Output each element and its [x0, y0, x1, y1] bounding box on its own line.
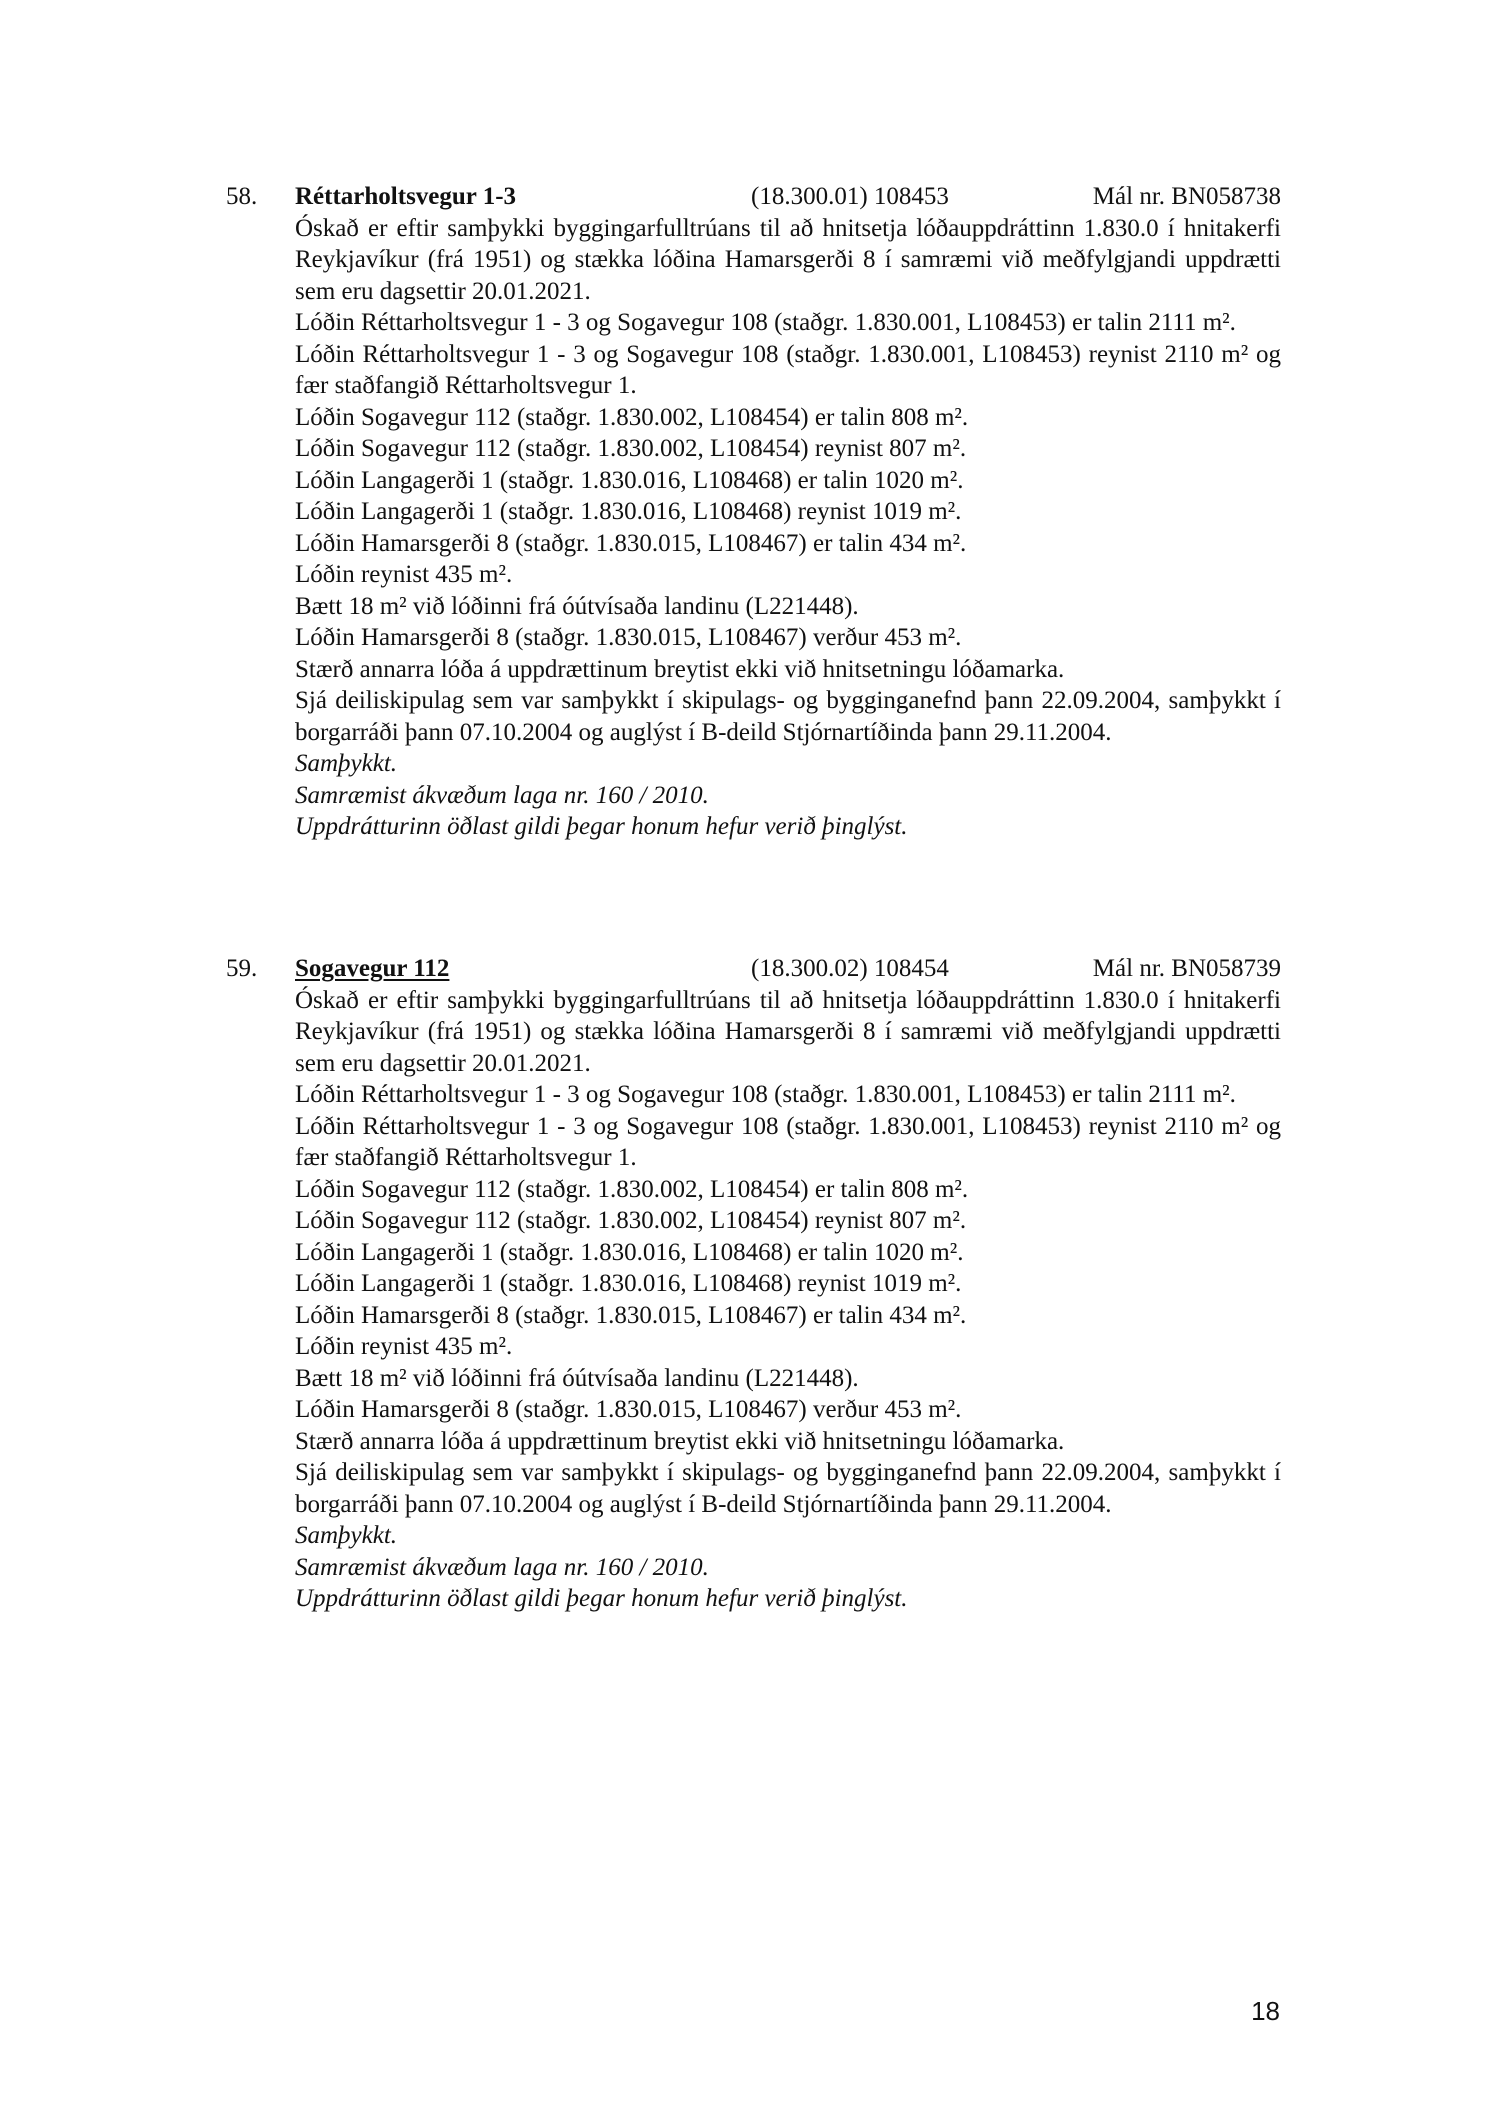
- item-paragraph: Lóðin Sogavegur 112 (staðgr. 1.830.002, L108454) er talin 808 m².: [295, 403, 969, 431]
- decision-approved: Samþykkt.: [295, 1522, 398, 1549]
- decision-validity-note: Uppdrátturinn öðlast gildi þegar honum hefur verið þinglýst.: [295, 1585, 908, 1612]
- item-land-code: (18.300.01) 108453: [751, 183, 949, 210]
- item-paragraph: Lóðin Réttarholtsvegur 1 - 3 og Sogavegur 108 (staðgr. 1.830.001, L108453) er talin 2111 m².: [295, 309, 1236, 336]
- item-paragraph: Sjá deiliskipulag sem var samþykkt í skipulags- og bygginganefnd þann 22.09.2004, samþykkt í borgarráði þann 07.10.2004 og auglýst í B-deild Stjórnartíðinda þann 29.11.2004.: [295, 1459, 1281, 1518]
- item-paragraph: Lóðin Réttarholtsvegur 1 - 3 og Sogavegur 108 (staðgr. 1.830.001, L108453) reynist 2110 m² og fær staðfangið Réttarholtsvegur 1.: [295, 340, 1281, 399]
- decision-approved: Samþykkt.: [295, 750, 398, 777]
- agenda-item-58: [226, 181, 1281, 843]
- item-paragraph: Óskað er eftir samþykki byggingarfulltrúans til að hnitsetja lóðauppdráttinn 1.830.0 í hnitakerfi Reykjavíkur (frá 1951) og stækka lóðina Hamarsgerði 8 í samræmi við meðfylgjandi uppdrætti sem eru dagsettir 20.01.2021.: [295, 986, 1281, 1077]
- item-header: [226, 953, 1281, 985]
- item-paragraph: Lóðin reynist 435 m².: [295, 561, 513, 588]
- item-body: [295, 213, 1281, 843]
- item-paragraph: Lóðin Langagerði 1 (staðgr. 1.830.016, L108468) er talin 1020 m².: [295, 466, 964, 494]
- item-paragraph: Lóðin Réttarholtsvegur 1 - 3 og Sogavegur 108 (staðgr. 1.830.001, L108453) reynist 2110 m² og fær staðfangið Réttarholtsvegur 1.: [295, 1112, 1281, 1171]
- decision-validity-note: Uppdrátturinn öðlast gildi þegar honum hefur verið þinglýst.: [295, 813, 908, 840]
- item-paragraph: Lóðin Hamarsgerði 8 (staðgr. 1.830.015, L108467) verður 453 m².: [295, 1396, 962, 1423]
- item-case-number: Mál nr. BN058738: [1092, 183, 1281, 210]
- item-paragraph: Lóðin Langagerði 1 (staðgr. 1.830.016, L108468) reynist 1019 m².: [295, 1270, 962, 1297]
- page-number: 18: [1251, 1996, 1280, 2026]
- item-title: Réttarholtsvegur 1-3: [295, 183, 517, 210]
- item-paragraph: Lóðin Hamarsgerði 8 (staðgr. 1.830.015, L108467) er talin 434 m².: [295, 529, 967, 557]
- item-paragraph: Lóðin Langagerði 1 (staðgr. 1.830.016, L108468) er talin 1020 m².: [295, 1238, 964, 1266]
- decision-law-compliance: Samræmist ákvæðum laga nr. 160 / 2010.: [295, 1553, 709, 1581]
- item-paragraph: Lóðin Hamarsgerði 8 (staðgr. 1.830.015, L108467) verður 453 m².: [295, 624, 962, 651]
- item-paragraph: Lóðin Sogavegur 112 (staðgr. 1.830.002, L108454) er talin 808 m².: [295, 1175, 969, 1203]
- item-paragraph: Bætt 18 m² við lóðinni frá óútvísaða landinu (L221448).: [295, 1364, 859, 1392]
- item-case-number: Mál nr. BN058739: [1092, 955, 1281, 982]
- item-paragraph: Lóðin Sogavegur 112 (staðgr. 1.830.002, L108454) reynist 807 m².: [295, 435, 967, 462]
- item-land-code: (18.300.02) 108454: [751, 955, 949, 982]
- item-paragraph: Bætt 18 m² við lóðinni frá óútvísaða landinu (L221448).: [295, 592, 859, 620]
- item-paragraph: Lóðin Langagerði 1 (staðgr. 1.830.016, L108468) reynist 1019 m².: [295, 498, 962, 525]
- item-paragraph: Stærð annarra lóða á uppdrættinum breytist ekki við hnitsetningu lóðamarka.: [295, 655, 1065, 683]
- item-paragraph: Sjá deiliskipulag sem var samþykkt í skipulags- og bygginganefnd þann 22.09.2004, samþykkt í borgarráði þann 07.10.2004 og auglýst í B-deild Stjórnartíðinda þann 29.11.2004.: [295, 687, 1281, 746]
- item-body: [295, 985, 1281, 1615]
- item-paragraph: Stærð annarra lóða á uppdrættinum breytist ekki við hnitsetningu lóðamarka.: [295, 1427, 1065, 1455]
- decision-law-compliance: Samræmist ákvæðum laga nr. 160 / 2010.: [295, 781, 709, 809]
- item-title: Sogavegur 112: [295, 955, 450, 982]
- item-paragraph: Lóðin Réttarholtsvegur 1 - 3 og Sogavegur 108 (staðgr. 1.830.001, L108453) er talin 2111 m².: [295, 1081, 1236, 1108]
- item-number: 59.: [226, 955, 258, 982]
- item-paragraph: Lóðin Sogavegur 112 (staðgr. 1.830.002, L108454) reynist 807 m².: [295, 1207, 967, 1234]
- item-paragraph: Óskað er eftir samþykki byggingarfulltrúans til að hnitsetja lóðauppdráttinn 1.830.0 í hnitakerfi Reykjavíkur (frá 1951) og stækka lóðina Hamarsgerði 8 í samræmi við meðfylgjandi uppdrætti sem eru dagsettir 20.01.2021.: [295, 214, 1281, 305]
- item-header: [226, 181, 1281, 213]
- item-number: 58.: [226, 183, 258, 210]
- item-paragraph: Lóðin reynist 435 m².: [295, 1333, 513, 1360]
- item-paragraph: Lóðin Hamarsgerði 8 (staðgr. 1.830.015, L108467) er talin 434 m².: [295, 1301, 967, 1329]
- agenda-item-59: [226, 953, 1281, 1615]
